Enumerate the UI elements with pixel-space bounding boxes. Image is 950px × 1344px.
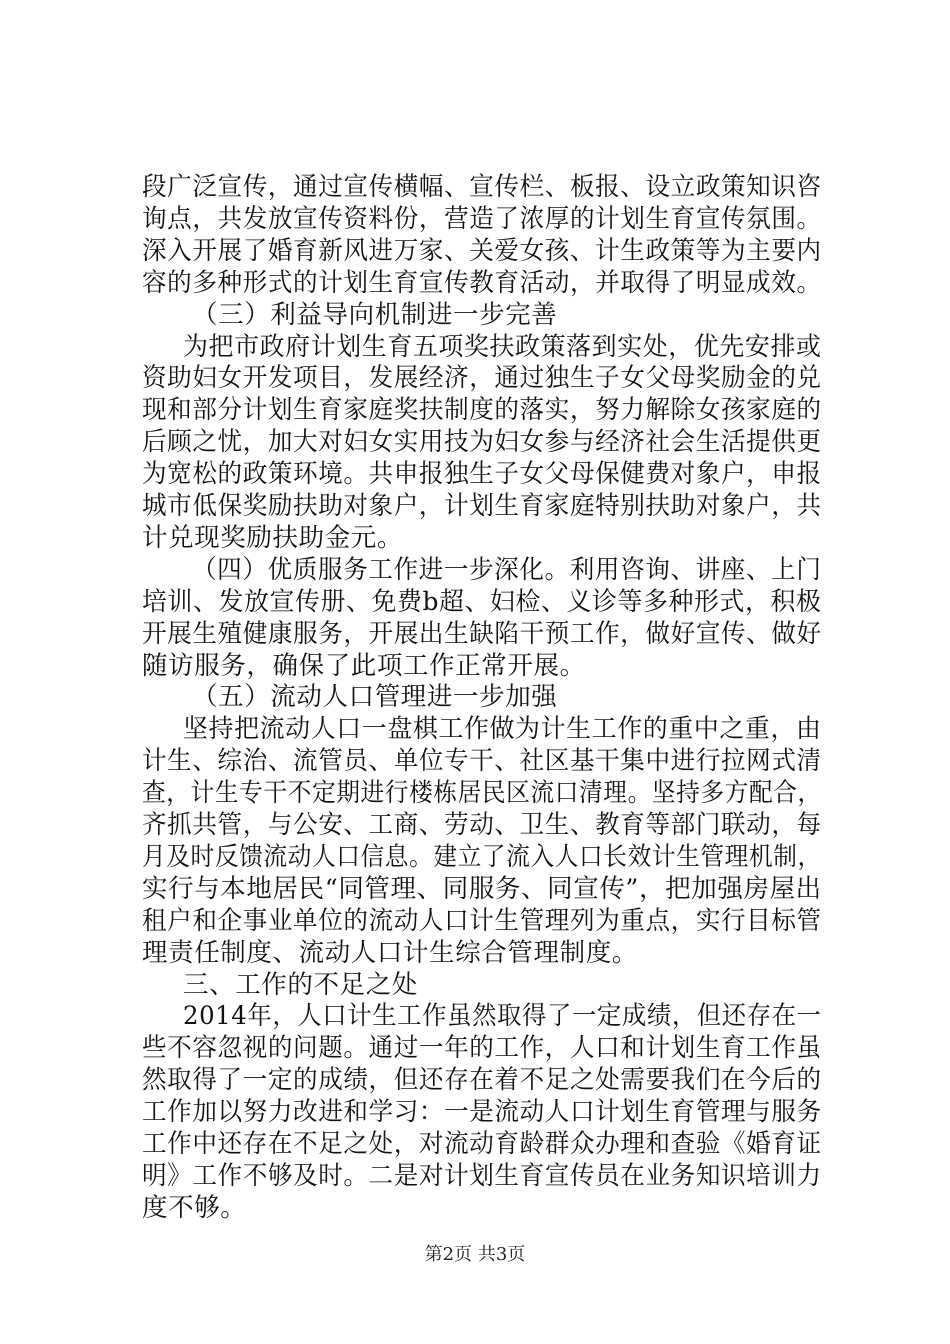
paragraph-start-line: 2014年，人口计生工作虽然取得了一定成绩，但还存在一	[183, 1001, 822, 1032]
section-heading: 三、工作的不足之处	[183, 969, 418, 1000]
text-line: 实行与本地居民“同管理、同服务、同宣传”，把加强房屋出	[142, 873, 822, 904]
paragraph-start-line: 坚持把流动人口一盘棋工作做为计生工作的重中之重，由	[183, 714, 822, 745]
text-line: 月及时反馈流动人口信息。建立了流入人口长效计生管理机制，	[142, 841, 822, 872]
text-line: 后顾之忧，加大对妇女实用技为妇女参与经济社会生活提供更	[142, 427, 822, 458]
text-line: 询点，共发放宣传资料份，营造了浓厚的计划生育宣传氛围。	[142, 203, 822, 234]
text-line: 理责任制度、流动人口计生综合管理制度。	[142, 937, 638, 968]
text-line: 度不够。	[142, 1192, 247, 1223]
section-heading: （五）流动人口管理进一步加强	[192, 682, 558, 713]
paragraph-start-line: 为把市政府计划生育五项奖扶政策落到实处，优先安排或	[183, 331, 822, 362]
section-heading: （四）优质服务工作进一步深化。利用咨询、讲座、上门	[192, 554, 822, 585]
text-line: 计生、综治、流管员、单位专干、社区基干集中进行拉网式清	[142, 746, 822, 777]
text-line: 工作中还存在不足之处，对流动育龄群众办理和查验《婚育证	[142, 1129, 822, 1159]
text-line: 深入开展了婚育新风进万家、关爱女孩、计生政策等为主要内	[142, 235, 822, 266]
text-line: 容的多种形式的计划生育宣传教育活动，并取得了明显成效。	[142, 267, 822, 298]
text-line: 然取得了一定的成绩，但还存在着不足之处需要我们在今后的	[142, 1065, 822, 1096]
text-line: 计兑现奖励扶助金元。	[142, 522, 404, 553]
text-line: 为宽松的政策环境。共申报独生子女父母保健费对象户，申报	[142, 459, 822, 490]
text-line: 工作加以努力改进和学习：一是流动人口计划生育管理与服务	[142, 1097, 822, 1128]
text-line: 培训、发放宣传册、免费b超、妇检、义诊等多种形式，积极	[142, 586, 822, 617]
section-heading: （三）利益导向机制进一步完善	[192, 299, 558, 330]
text-line: 查，计生专干不定期进行楼栋居民区流口清理。坚持多方配合，	[142, 778, 822, 809]
text-line: 些不容忽视的问题。通过一年的工作，人口和计划生育工作虽	[142, 1033, 822, 1064]
text-line: 段广泛宣传，通过宣传横幅、宣传栏、板报、设立政策知识咨	[142, 172, 822, 202]
text-line: 资助妇女开发项目，发展经济，通过独生子女父母奖励金的兑	[142, 363, 822, 394]
text-line: 齐抓共管，与公安、工商、劳动、卫生、教育等部门联动，每	[142, 810, 822, 840]
text-line: 城市低保奖励扶助对象户，计划生育家庭特别扶助对象户，共	[142, 491, 822, 521]
text-line: 明》工作不够及时。二是对计划生育宣传员在业务知识培训力	[142, 1160, 822, 1191]
text-line: 开展生殖健康服务，开展出生缺陷干预工作，做好宣传、做好	[142, 618, 822, 649]
text-line: 现和部分计划生育家庭奖扶制度的落实，努力解除女孩家庭的	[142, 395, 822, 426]
text-line: 租户和企事业单位的流动人口计生管理列为重点，实行目标管	[142, 905, 822, 936]
text-line: 随访服务，确保了此项工作正常开展。	[142, 650, 586, 681]
page-number-footer: 第2页 共3页	[424, 1244, 526, 1265]
